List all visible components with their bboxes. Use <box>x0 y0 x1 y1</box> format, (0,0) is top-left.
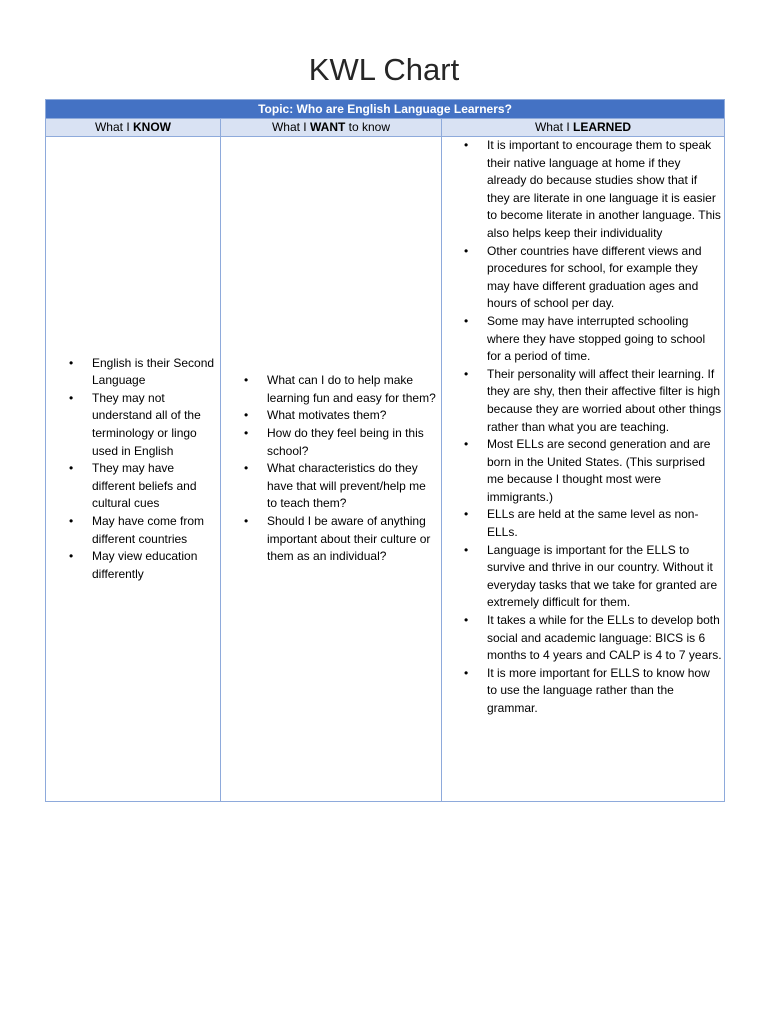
learned-item: • Some may have interrupted schooling where they have stopped going to school for a period of time. <box>487 313 722 366</box>
topic-row <box>46 100 725 119</box>
know-item: • They may have different beliefs and cultural cues <box>92 460 216 513</box>
learned-item: • It takes a while for the ELLs to develop both social and academic language: BICS is 6 months to 4 years and CALP is 4 to 7 years. <box>487 612 722 665</box>
learned-item: • Other countries have different views and procedures for school, for example they may have different graduation ages and hours of school per day. <box>487 243 722 313</box>
learned-item: • It is important to encourage them to speak their native language at home if they already do because studies show that if they are literate in one language it is easier to become literate in another language. This also helps keep their individuality <box>487 137 722 243</box>
learned-item: • ELLs are held at the same level as non-ELLs. <box>487 506 722 541</box>
content-row <box>46 137 725 802</box>
learned-item: • Most ELLs are second generation and are born in the United States. (This surprised me because I thought most were immigrants.) <box>487 436 722 506</box>
learned-list <box>442 137 724 718</box>
know-item: • May view education differently <box>92 548 216 583</box>
learned-column <box>442 137 725 802</box>
want-column <box>221 137 442 802</box>
column-header-row <box>46 119 725 137</box>
want-item: • What characteristics do they have that will prevent/help me to teach them? <box>267 460 437 513</box>
know-item: • English is their Second Language <box>92 355 216 390</box>
know-item: • They may not understand all of the terminology or lingo used in English <box>92 390 216 460</box>
kwl-table <box>45 99 725 802</box>
want-item: • What can I do to help make learning fun and easy for them? <box>267 372 437 407</box>
want-item: • What motivates them? <box>267 407 437 425</box>
column-header-know: What I KNOW <box>46 119 221 137</box>
learned-item: • Their personality will affect their learning. If they are shy, then their affective filter is high because they are worried about other things rather than what you are teaching. <box>487 366 722 436</box>
column-header-want: What I WANT to know <box>221 119 442 137</box>
learned-item: • Language is important for the ELLS to survive and thrive in our country. Without it everyday tasks that we take for granted are extremely difficult for them. <box>487 542 722 612</box>
topic-header: Topic: Who are English Language Learners? <box>46 100 725 119</box>
know-list <box>46 355 220 584</box>
page-title: KWL Chart <box>308 52 460 87</box>
learned-item: • It is more important for ELLS to know how to use the language rather than the grammar. <box>487 665 722 718</box>
know-item: • May have come from different countries <box>92 513 216 548</box>
want-item: • Should I be aware of anything important about their culture or them as an individual? <box>267 513 437 566</box>
want-item: • How do they feel being in this school? <box>267 425 437 460</box>
know-column <box>46 137 221 802</box>
column-header-learned: What I LEARNED <box>442 119 725 137</box>
want-list <box>221 372 441 566</box>
